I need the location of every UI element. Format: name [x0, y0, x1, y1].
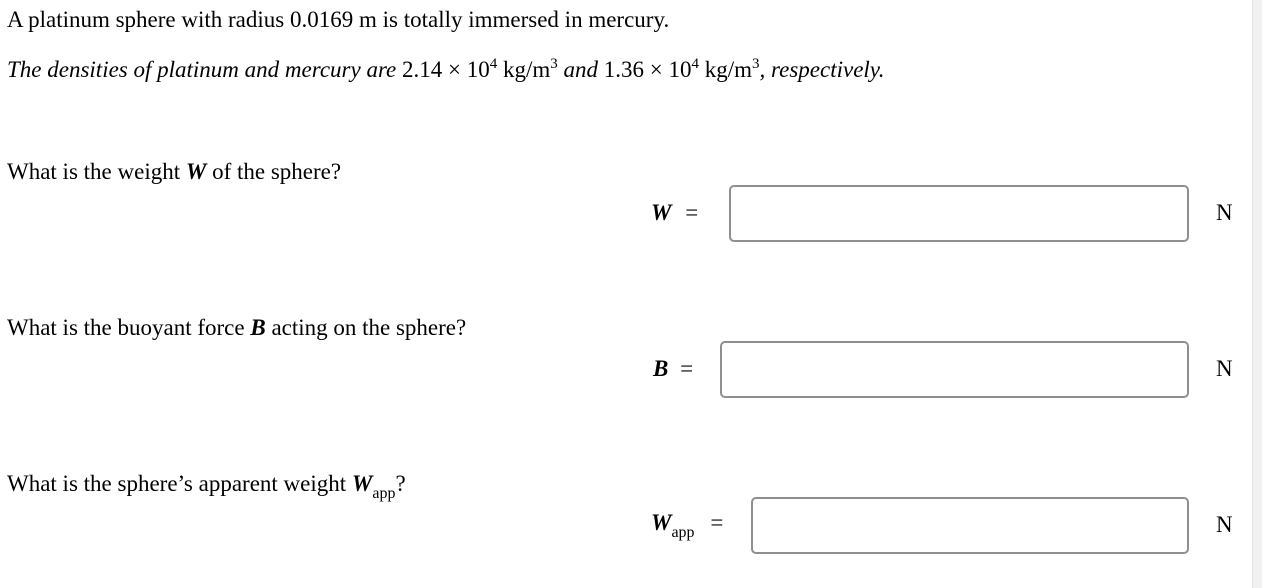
weight-equals-sign: =	[685, 200, 699, 225]
apparent-answer-input[interactable]	[751, 497, 1189, 554]
buoyant-prompt-symbol: B	[250, 315, 266, 340]
question-buoyant-prompt	[7, 316, 466, 339]
apparent-prompt-before: What is the sphere’s apparent weight	[7, 471, 352, 496]
densities-lead-text: The densities of platinum and mercury are	[7, 57, 402, 82]
apparent-prompt-symbol: W	[351, 471, 373, 496]
buoyant-answer-input[interactable]	[720, 341, 1189, 398]
densities-line	[7, 58, 884, 81]
buoyant-prompt-after: acting on the sphere?	[265, 315, 467, 340]
buoyant-unit: N	[1216, 356, 1233, 381]
densities-tail-text: , respectively.	[759, 57, 885, 82]
platinum-density-exponent: 4	[489, 56, 498, 72]
buoyant-answer-symbol: B	[653, 356, 669, 381]
platinum-density-unit: kg/m	[497, 57, 551, 82]
weight-answer-input[interactable]	[729, 185, 1189, 242]
apparent-answer-label	[651, 510, 724, 541]
apparent-prompt-subscript: app	[372, 485, 396, 502]
apparent-answer-symbol: W	[651, 510, 672, 535]
mercury-unit-exponent: 3	[752, 56, 760, 72]
apparent-prompt-after: ?	[395, 471, 406, 496]
apparent-answer-subscript: app	[671, 524, 695, 541]
question-weight-prompt	[7, 160, 341, 183]
apparent-unit: N	[1216, 512, 1233, 537]
mercury-density-value: 1.36 × 10	[603, 57, 692, 82]
platinum-unit-exponent: 3	[550, 56, 558, 72]
statement-text: A platinum sphere with radius 0.0169 m is totally immersed in mercury.	[7, 7, 670, 32]
densities-joiner: and	[557, 57, 604, 82]
weight-unit: N	[1216, 200, 1233, 225]
weight-answer-symbol: W	[651, 200, 672, 225]
weight-prompt-after: of the sphere?	[206, 159, 342, 184]
apparent-equals-sign: =	[710, 510, 724, 535]
buoyant-equals-sign: =	[680, 356, 694, 381]
weight-answer-label	[651, 201, 698, 224]
mercury-density-exponent: 4	[691, 56, 699, 72]
platinum-density-value: 2.14 × 10	[402, 57, 490, 82]
buoyant-prompt-before: What is the buoyant force	[7, 315, 251, 340]
scrollbar-track[interactable]	[1252, 0, 1262, 588]
mercury-density-unit: kg/m	[699, 57, 753, 82]
weight-prompt-symbol: W	[185, 159, 207, 184]
problem-statement	[7, 8, 669, 31]
weight-prompt-before: What is the weight	[7, 159, 186, 184]
question-apparent-prompt	[7, 471, 406, 502]
buoyant-answer-label	[653, 357, 693, 380]
